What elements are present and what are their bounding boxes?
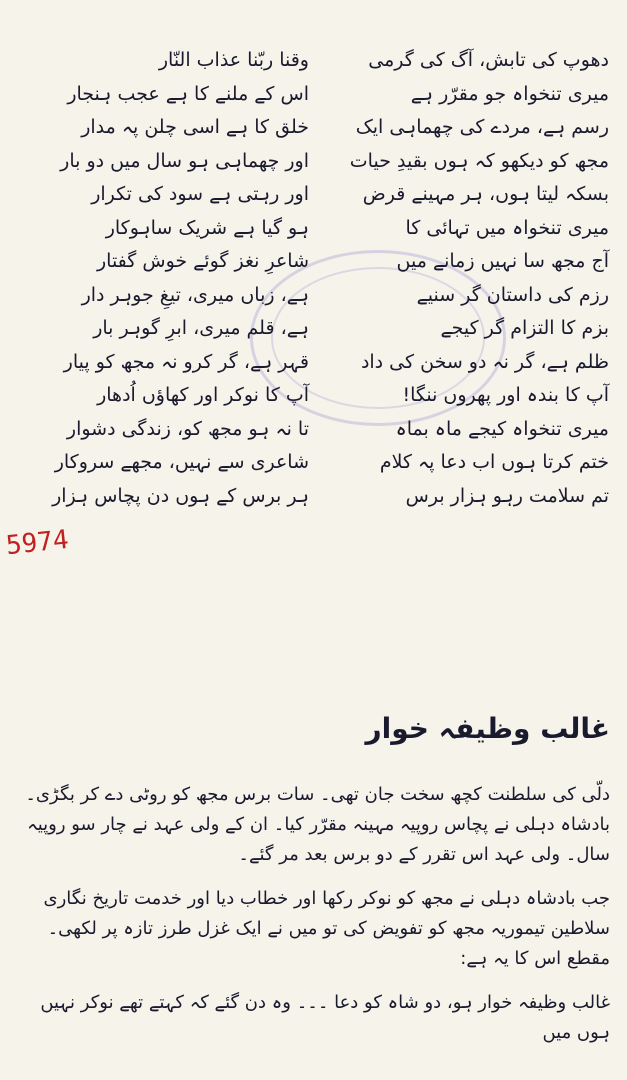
couplet: [24, 145, 609, 179]
first-hemistich: میری تنخواہ میں تہائی کا: [405, 216, 609, 239]
second-hemistich: آپ کا نوکر اور کھاؤں اُدھار: [97, 384, 309, 406]
second-hemistich: قہر ہے، گر کرو نہ مجھ کو پیار: [63, 350, 309, 373]
couplet: [24, 212, 609, 246]
second-hemistich: اس کے ملنے کا ہے عجب ہنجار: [67, 82, 309, 105]
couplet: [24, 279, 609, 313]
second-hemistich: شاعرِ نغز گوئے خوش گفتار: [96, 250, 309, 272]
first-hemistich: رزم کی داستان گر سنیے: [416, 283, 609, 306]
second-hemistich: ہے، قلم میری، ابرِ گوہر بار: [93, 317, 309, 339]
couplet: [24, 111, 609, 145]
couplet: [24, 245, 609, 279]
couplet: [24, 44, 609, 78]
prose-closing-couplet: غالب وظیفہ خوار ہو، دو شاہ کو دعا ۔۔۔ وہ دن گئے کہ کہتے تھے نوکر نہیں ہوں میں: [40, 992, 610, 1043]
couplet: [24, 413, 609, 447]
couplet: [24, 379, 609, 413]
prose-block: [20, 780, 610, 1062]
first-hemistich: دھوپ کی تابش، آگ کی گرمی: [368, 49, 609, 71]
couplet: [24, 346, 609, 380]
second-hemistich: شاعری سے نہیں، مجھے سروکار: [54, 451, 309, 473]
couplet: [24, 480, 609, 514]
second-hemistich: ہو گیا ہے شریک ساہوکار: [105, 216, 309, 239]
second-hemistich: ہے، زباں میری، تیغِ جوہر دار: [81, 283, 309, 306]
first-hemistich: ختم کرتا ہوں اب دعا پہ کلام: [379, 451, 609, 473]
second-hemistich: ہر برس کے ہوں دن پچاس ہزار: [52, 484, 309, 507]
second-hemistich: تا نہ ہو مجھ کو، زندگی دشوار: [66, 417, 309, 440]
margin-handwritten-number: 5974: [4, 524, 71, 562]
first-hemistich: بسکہ لیتا ہوں، ہر مہینے قرض: [362, 183, 609, 205]
couplet: [24, 312, 609, 346]
second-hemistich: اور چھماہی ہو سال میں دو بار: [60, 149, 309, 172]
second-hemistich: خلق کا ہے اسی چلن پہ مدار: [81, 116, 309, 138]
second-hemistich: اور رہتی ہے سود کی تکرار: [91, 183, 309, 205]
first-hemistich: بزم کا التزام گر کیجے: [440, 317, 609, 339]
first-hemistich: آج مجھ سا نہیں زمانے میں: [396, 250, 609, 272]
verse-grid: [24, 44, 609, 513]
first-hemistich: تم سلامت رہو ہزار برس: [405, 484, 609, 507]
first-hemistich: ظلم ہے، گر نہ دو سخن کی داد: [360, 350, 609, 373]
first-hemistich: مجھ کو دیکھو کہ ہوں بقیدِ حیات: [349, 149, 609, 172]
couplet: [24, 446, 609, 480]
first-hemistich: میری تنخواہ کیجے ماہ بماہ: [395, 417, 609, 440]
first-hemistich: آپ کا بندہ اور پھروں ننگا!: [402, 384, 609, 406]
prose-paragraph: جب بادشاہ دہلی نے مجھ کو نوکر رکھا اور خطاب دیا اور خدمت تاریخ نگاری سلاطین تیموریہ مجھ کو تفویض کی تو میں نے ایک غزل طرز تازہ پر لکھی۔ مقطع اس کا یہ ہے:: [43, 888, 610, 969]
section-heading: غالب وظیفہ خوار: [365, 712, 610, 745]
first-hemistich: میری تنخواہ جو مقرّر ہے: [410, 82, 609, 105]
second-hemistich: وقنا ربّنا عذاب النّار: [158, 49, 309, 71]
couplet: [24, 178, 609, 212]
couplet: [24, 78, 609, 112]
prose-paragraph: دلّی کی سلطنت کچھ سخت جان تھی۔ سات برس مجھ کو روٹی دے کر بگڑی۔ بادشاہ دہلی نے پچاس روپیہ مہینہ مقرّر کیا۔ ان کے ولی عہد نے چار سو روپیہ سال۔ ولی عہد اس تقرر کے دو برس بعد مر گئے۔: [25, 784, 610, 865]
first-hemistich: رسم ہے، مردے کی چھماہی ایک: [355, 116, 609, 138]
